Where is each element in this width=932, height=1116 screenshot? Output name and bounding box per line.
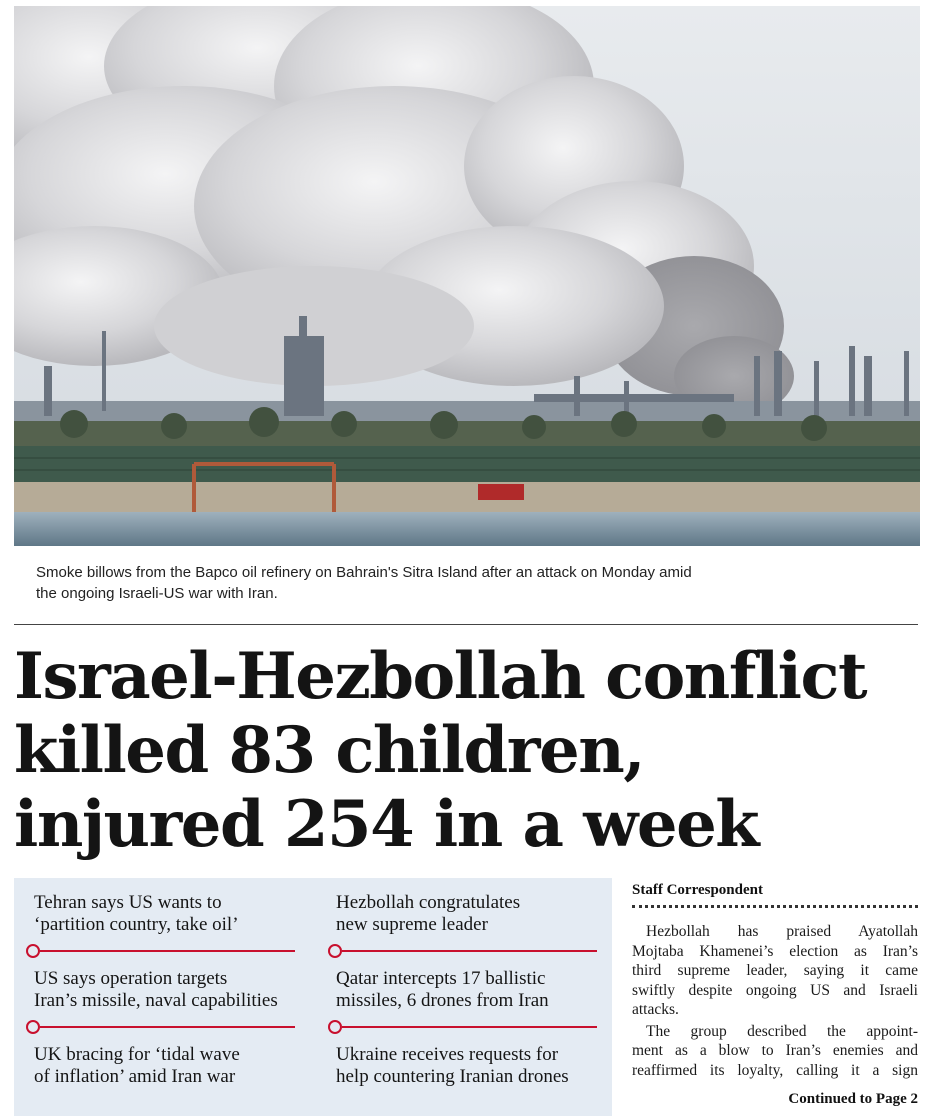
brief-line: Tehran says US wants to	[34, 892, 222, 913]
brief-item[interactable]	[336, 1044, 616, 1088]
article-paragraph	[632, 1022, 918, 1081]
dotted-rule	[632, 905, 918, 908]
brief-line: Hezbollah congratulates	[336, 892, 521, 913]
news-photo	[14, 6, 920, 546]
water	[14, 512, 920, 546]
headline	[14, 640, 924, 862]
red-divider	[20, 1020, 300, 1034]
article-paragraph	[632, 922, 918, 1020]
red-circle-icon	[26, 1020, 40, 1034]
article-line: ment as a blow to Iran’s enemies and	[632, 1042, 918, 1059]
article-line: Mojtaba Khamenei’s election as Iran’s	[632, 942, 918, 960]
brief-line: ‘partition country, take oil’	[34, 914, 239, 935]
article-line: The group described the appoint-	[646, 1022, 918, 1040]
article-line: reaffirmed its loyalty, calling it a sign	[632, 1061, 918, 1079]
red-divider	[322, 944, 602, 958]
brief-line: of inflation’ amid Iran war	[34, 1066, 236, 1087]
red-line	[342, 950, 597, 952]
red-divider	[322, 1020, 602, 1034]
brief-line: missiles, 6 drones from Iran	[336, 990, 549, 1011]
headline-line: killed 83 children,	[14, 713, 644, 788]
brief-line: help countering Iranian drones	[336, 1066, 569, 1087]
red-line	[342, 1026, 597, 1028]
continued-link[interactable]: Continued to Page 2	[788, 1091, 918, 1107]
brief-line: UK bracing for ‘tidal wave	[34, 1044, 240, 1065]
brief-item[interactable]	[34, 892, 314, 936]
brief-item[interactable]	[336, 968, 616, 1012]
brief-item[interactable]	[34, 1044, 314, 1088]
brief-line: Qatar intercepts 17 ballistic	[336, 968, 546, 989]
caption-line: the ongoing Israeli-US war with Iran.	[36, 585, 278, 602]
headline-line: injured 254 in a week	[14, 787, 759, 862]
refinery-smoke-image	[14, 6, 920, 546]
section-rule	[14, 624, 918, 625]
red-line	[40, 1026, 295, 1028]
red-divider	[20, 944, 300, 958]
article-line: Hezbollah has praised Ayatollah	[646, 923, 918, 940]
article-line: third supreme leader, saying it came	[632, 962, 918, 979]
article-line: attacks.	[632, 1001, 679, 1018]
red-circle-icon	[328, 1020, 342, 1034]
red-circle-icon	[26, 944, 40, 958]
brief-line: new supreme leader	[336, 914, 488, 935]
brief-item[interactable]	[34, 968, 314, 1012]
byline: Staff Correspondent	[632, 882, 763, 898]
ground	[14, 482, 920, 512]
red-object	[478, 484, 524, 500]
headline-line: Israel-Hezbollah conflict	[14, 639, 866, 714]
caption-line: Smoke billows from the Bapco oil refinery on Bahrain's Sitra Island after an attack on Monday amid	[36, 564, 692, 581]
brief-line: Ukraine receives requests for	[336, 1044, 559, 1065]
brief-line: US says operation targets	[34, 968, 228, 989]
photo-caption	[36, 562, 856, 604]
brief-line: Iran’s missile, naval capabilities	[34, 990, 278, 1011]
article-body	[632, 922, 918, 1082]
article-line: swiftly despite ongoing US and Israeli	[632, 981, 918, 999]
news-briefs-box	[14, 878, 612, 1116]
brief-item[interactable]	[336, 892, 616, 936]
red-line	[40, 950, 295, 952]
fence	[14, 446, 920, 482]
red-circle-icon	[328, 944, 342, 958]
